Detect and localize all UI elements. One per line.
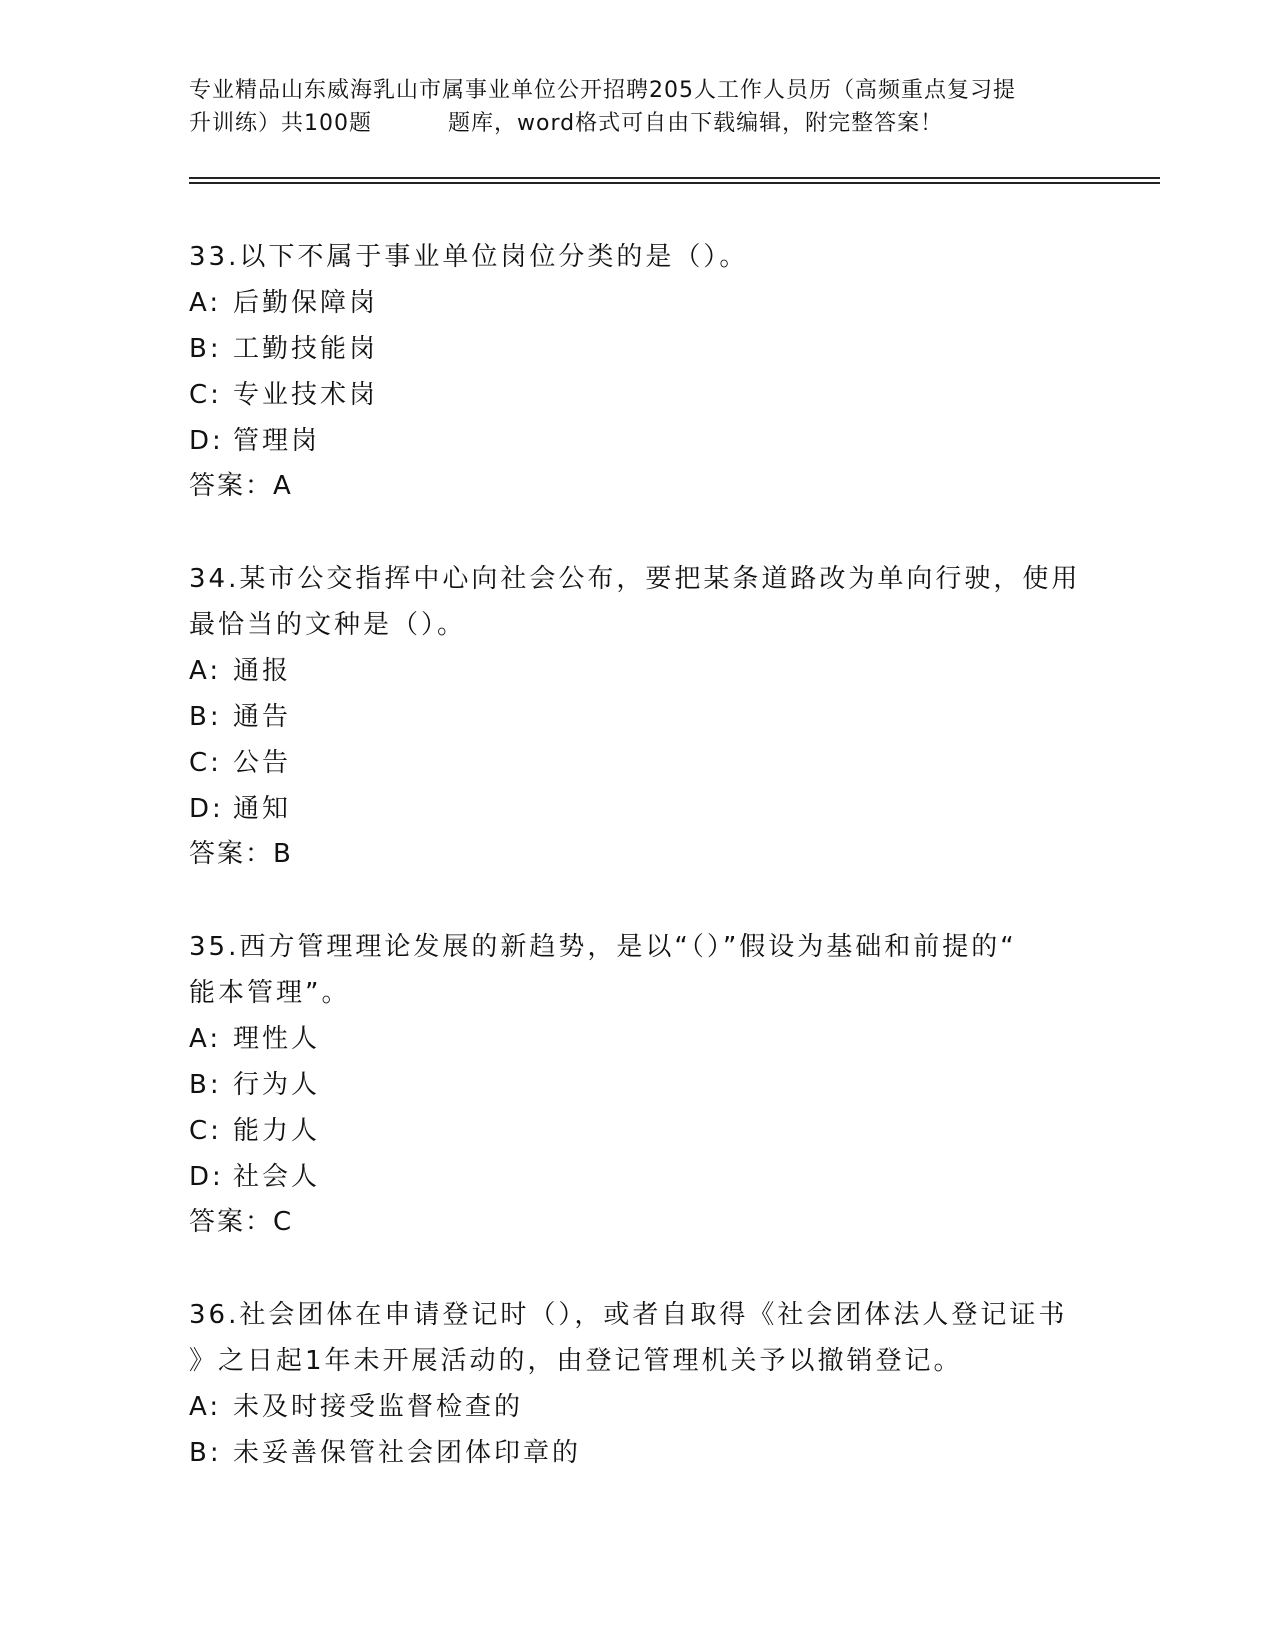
- option-text: 理性人: [233, 1024, 321, 1054]
- option-letter: C:: [189, 1116, 222, 1146]
- option-letter: A:: [189, 656, 222, 686]
- option-letter: B:: [189, 334, 222, 364]
- question-text-continued: 最恰当的文种是（）。: [189, 610, 467, 640]
- answer-line: 答案：A: [189, 471, 293, 501]
- option-c: [189, 740, 1089, 786]
- header-line-2-right: 题库，word格式可自由下载编辑，附完整答案！: [448, 111, 944, 136]
- question-35: [189, 924, 1089, 1244]
- document-header: [189, 74, 1089, 140]
- option-text: 通告: [233, 702, 292, 732]
- question-text: 34.某市公交指挥中心向社会公布，要把某条道路改为单向行驶，使用: [189, 564, 1081, 594]
- option-text: 管理岗: [233, 426, 321, 456]
- answer-line: 答案：B: [189, 839, 293, 869]
- option-d: [189, 1154, 1089, 1200]
- option-text: 通知: [233, 794, 292, 824]
- option-letter: B:: [189, 1438, 222, 1468]
- option-letter: A:: [189, 1024, 222, 1054]
- question-list: [189, 234, 1089, 1524]
- option-b: [189, 326, 1089, 372]
- option-a: [189, 1016, 1089, 1062]
- question-text: 36.社会团体在申请登记时（），或者自取得《社会团体法人登记证书: [189, 1300, 1068, 1330]
- question-text: 35.西方管理理论发展的新趋势，是以“（）”假设为基础和前提的“: [189, 932, 1017, 962]
- option-text: 后勤保障岗: [233, 288, 379, 318]
- header-line-2-left: 升训练）共100题: [189, 111, 372, 136]
- option-letter: B:: [189, 1070, 222, 1100]
- header-line-1: 专业精品山东威海乳山市属事业单位公开招聘205人工作人员历（高频重点复习提: [189, 78, 1016, 103]
- option-text: 公告: [233, 748, 292, 778]
- option-a: [189, 1384, 1089, 1430]
- question-34: [189, 556, 1089, 876]
- option-letter: A:: [189, 288, 222, 318]
- option-text: 未妥善保管社会团体印章的: [233, 1438, 582, 1468]
- question-36: [189, 1292, 1089, 1476]
- option-letter: A:: [189, 1392, 222, 1422]
- option-c: [189, 372, 1089, 418]
- option-b: [189, 694, 1089, 740]
- header-divider-top: [189, 177, 1160, 179]
- option-letter: D:: [189, 794, 224, 824]
- option-text: 工勤技能岗: [233, 334, 379, 364]
- option-text: 通报: [233, 656, 292, 686]
- answer-line: 答案：C: [189, 1207, 294, 1237]
- option-c: [189, 1108, 1089, 1154]
- option-letter: C:: [189, 380, 222, 410]
- option-b: [189, 1062, 1089, 1108]
- question-text: 33.以下不属于事业单位岗位分类的是（）。: [189, 242, 749, 272]
- option-b: [189, 1430, 1089, 1476]
- header-line-2: [189, 107, 1089, 140]
- option-a: [189, 648, 1089, 694]
- option-d: [189, 418, 1089, 464]
- option-letter: D:: [189, 1162, 224, 1192]
- option-text: 未及时接受监督检查的: [233, 1392, 524, 1422]
- option-d: [189, 786, 1089, 832]
- question-text-continued: 》之日起1年未开展活动的，由登记管理机关予以撤销登记。: [189, 1346, 963, 1376]
- question-text-continued: 能本管理”。: [189, 978, 351, 1008]
- option-text: 行为人: [233, 1070, 321, 1100]
- option-a: [189, 280, 1089, 326]
- option-text: 能力人: [233, 1116, 321, 1146]
- option-text: 社会人: [233, 1162, 321, 1192]
- question-33: [189, 234, 1089, 508]
- option-letter: C:: [189, 748, 222, 778]
- option-text: 专业技术岗: [233, 380, 379, 410]
- option-letter: B:: [189, 702, 222, 732]
- option-letter: D:: [189, 426, 224, 456]
- header-divider-bottom: [189, 182, 1160, 184]
